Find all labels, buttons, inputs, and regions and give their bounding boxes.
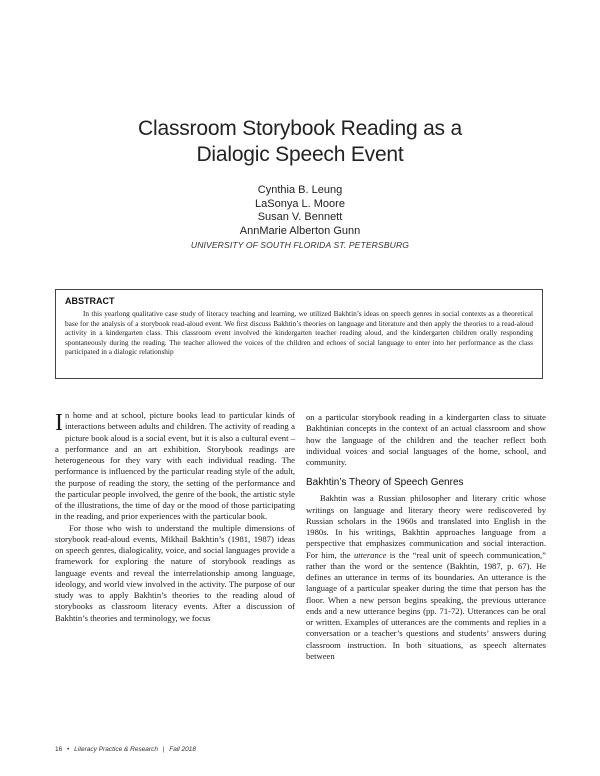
author-2: LaSonya L. Moore	[255, 197, 345, 210]
body-paragraph-4-start: Bakhtin was a Russian philosopher and literary critic whose writings on language and literary theory were rediscovered by Russian scholars in the 1960s and translated into English in the 1980s. In his writings, Bakhtin approaches language from a perspective that emphasizes communication and social interaction. For him, the	[306, 493, 546, 560]
page-footer	[55, 746, 199, 753]
abstract-box	[55, 289, 543, 379]
footer-separator: |	[162, 746, 165, 753]
abstract-heading: ABSTRACT	[65, 296, 115, 306]
page-number: 16	[55, 746, 63, 753]
author-1: Cynthia B. Leung	[257, 184, 343, 196]
body-paragraph-4-end: is the “real unit of speech communication,” rather than the word or the sentence (Bakhtin, 1987, p. 67). He defines an utterance in terms of its boundaries. An utterance is the language of a particular speaker during the time that person has the floor. When a new person begins speaking, the previous utterance ends and a new utterance begins (pp. 71-72). Utterances can be oral or written. Examples of utterances are the comments and replies in a conversation or a teacher’s questions and students’ answers during classroom instruction. In both situations, as speech alternates between	[306, 549, 546, 661]
drop-cap: I	[55, 410, 63, 436]
intro-paragraph	[55, 410, 295, 523]
title-line-2: Dialogic Speech Event	[196, 143, 404, 166]
body-paragraph-4	[306, 493, 546, 662]
article-title	[0, 116, 600, 168]
footer-bullet: •	[67, 746, 70, 753]
left-column	[55, 410, 295, 624]
affiliation: UNIVERSITY OF SOUTH FLORIDA ST. PETERSBURG	[190, 240, 410, 251]
title-line-1: Classroom Storybook Reading as a	[138, 117, 462, 140]
right-column	[306, 412, 546, 662]
author-3: Susan V. Bennett	[257, 211, 343, 224]
issue-date: Fall 2018	[169, 746, 197, 753]
body-paragraph-3: on a particular storybook reading in a kindergarten class to situate Bakhtinian concepts in the context of an actual classroom and show how the language of the children and the teacher reflect both individual voices and social languages of the home, school, and community.	[306, 412, 546, 467]
abstract-text: In this yearlong qualitative case study of literacy teaching and learning, we utilized Bakhtin’s ideas on speech genres in social contexts as a theoretical base for the analysis of a storybook read-aloud event. We first discuss Bakhtin’s theories on language and literature and then apply the theories to a read-aloud activity in a kindergarten class. This classroom event involved the kindergarten teacher reading aloud, and the kindergarten children orally responding spontaneously during the reading. The teacher allowed the voices of the children and echoes of social language to enter into her performance as the class participated in a dialogic relationship	[65, 309, 533, 357]
section-heading: Bakhtin’s Theory of Speech Genres	[306, 477, 464, 489]
journal-name: Literacy Practice & Research	[74, 746, 158, 753]
body-paragraph-2: For those who wish to understand the multiple dimensions of storybook read-aloud events, Mikhail Bakhtin’s (1981, 1987) ideas on speech genres, dialogicality, voice, and social languages provide a framework for exploring the nature of storybook readings as language events and reveal the interrelationship among language, ideology, and world view involved in the activity. The purpose of our study was to apply Bakhtin’s theories to the reading aloud of storybooks as classroom literacy events. After a discussion of Bakhtin’s theories and terminology, we focus	[55, 522, 295, 623]
author-4: AnnMarie Alberton Gunn	[239, 224, 361, 237]
utterance-term: utterance	[353, 549, 387, 560]
intro-paragraph-text: n home and at school, picture books lead to particular kinds of interactions between adults and children. The activity of reading a picture book aloud is a social event, but it is also a cultural event – a performance and an art exhibition. Storybook readings are heterogeneous for they vary with each individual reading. The performance is influenced by the particular reading style of the adult, the purpose of reading the story, the setting of the performance and the particular people involved, the genre of the book, the artistic style of the illustrations, the time of day or the mood of those participating in the reading, and prior experiences with the particular book.	[55, 410, 295, 522]
author-list	[0, 184, 600, 253]
